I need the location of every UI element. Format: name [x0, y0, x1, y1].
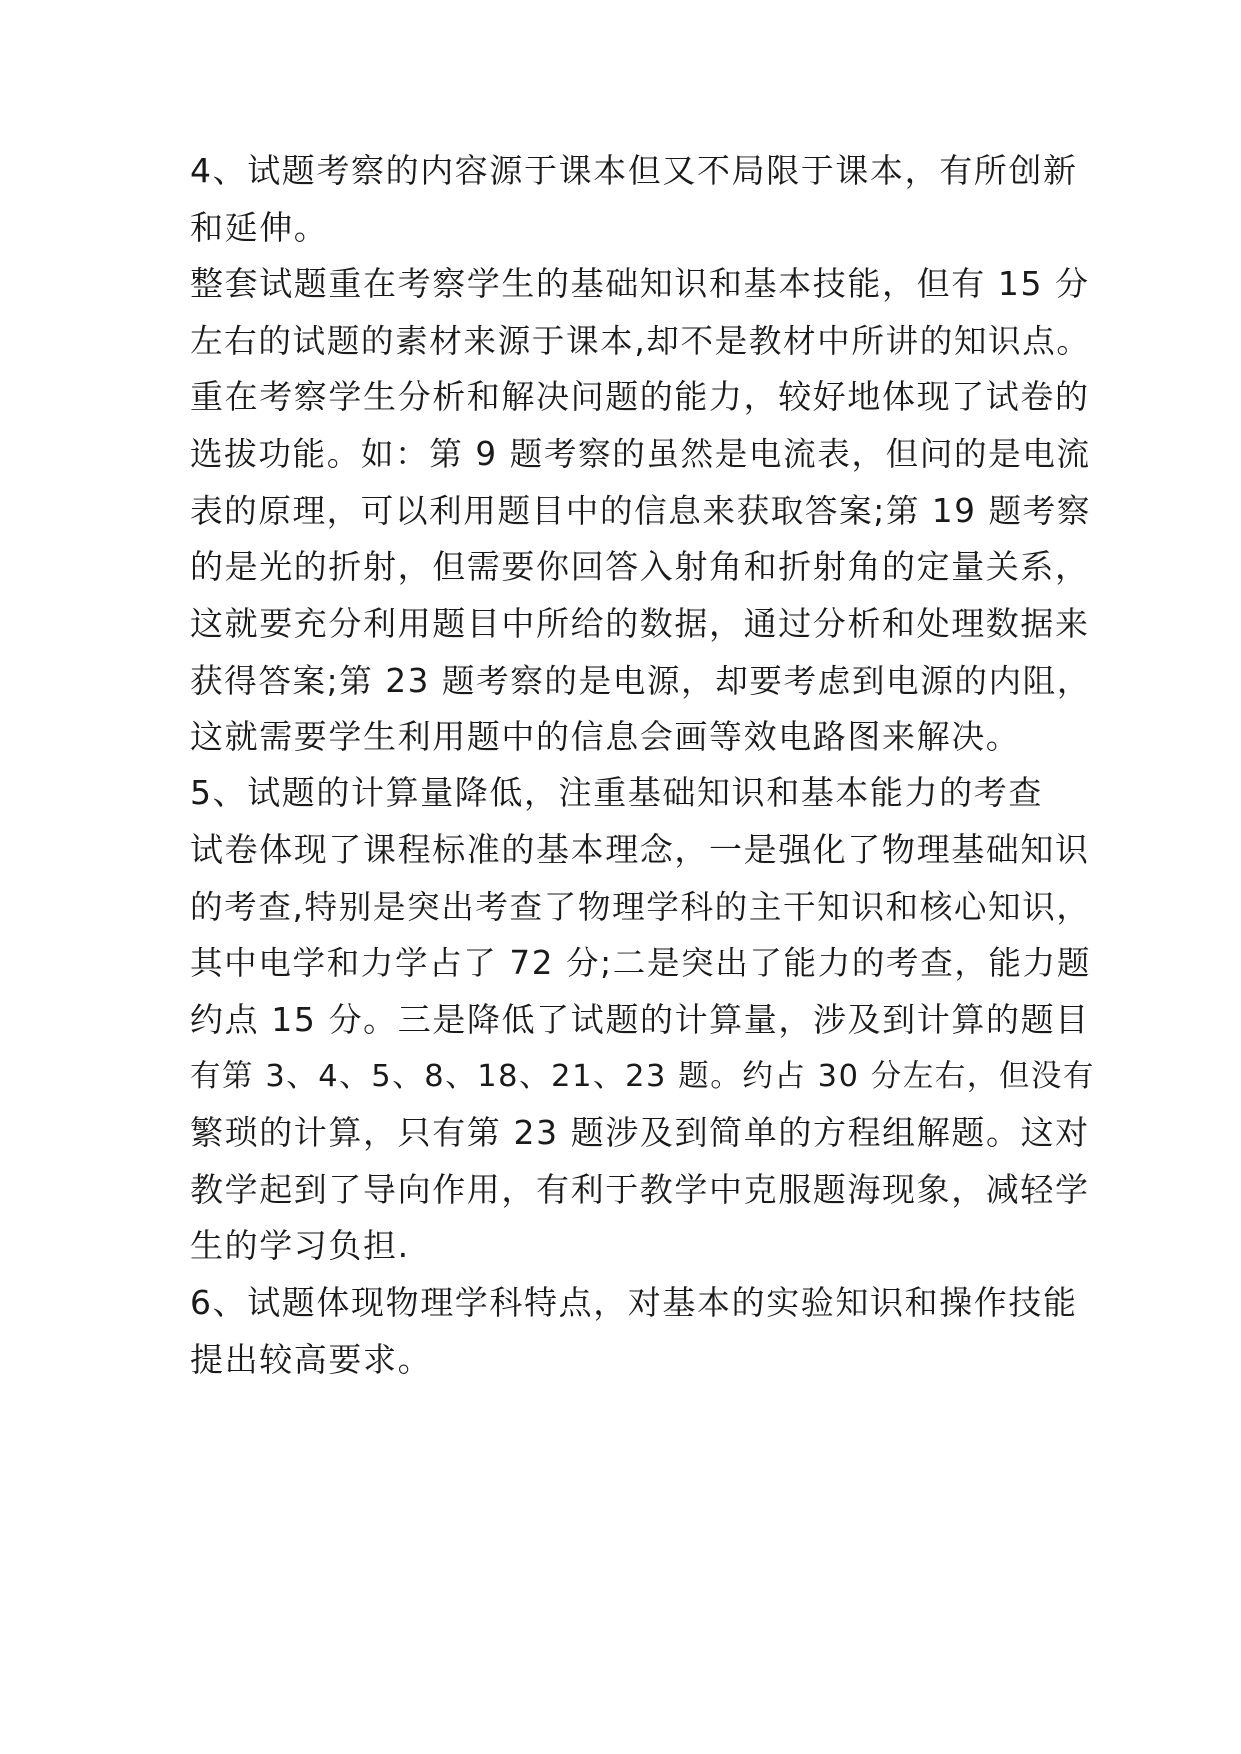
text-line: 的考查,特别是突出考查了物理学科的主干知识和核心知识，: [190, 888, 1091, 926]
text-line: 整套试题重在考察学生的基础知识和基本技能，但有 15 分: [190, 264, 1090, 303]
text-line: 和延伸。: [190, 208, 329, 247]
text-line: 获得答案;第 23 题考察的是电源，却要考虑到电源的内阻，: [190, 662, 1092, 700]
text-line: 这就要充分利用题目中所给的数据，通过分析和处理数据来: [190, 604, 1090, 643]
text-line: 其中电学和力学占了 72 分;二是突出了能力的考查，能力题: [190, 944, 1092, 982]
text-line: 约点 15 分。三是降低了试题的计算量，涉及到计算的题目: [190, 1000, 1090, 1039]
text-line: 的是光的折射，但需要你回答入射角和折射角的定量关系，: [190, 547, 1090, 586]
text-line: 生的学习负担.: [190, 1226, 410, 1265]
text-line: 繁琐的计算，只有第 23 题涉及到简单的方程组解题。这对: [190, 1113, 1090, 1152]
text-line: 这就需要学生利用题中的信息会画等效电路图来解决。: [190, 717, 1021, 756]
text-line: 表的原理，可以利用题目中的信息来获取答案;第 19 题考察: [190, 492, 1092, 530]
text-line: 教学起到了导向作用，有利于教学中克服题海现象，减轻学: [190, 1170, 1090, 1209]
text-line: 重在考察学生分析和解决问题的能力，较好地体现了试卷的: [190, 377, 1090, 416]
text-line: 6、试题体现物理学科特点，对基本的实验知识和操作技能: [190, 1283, 1078, 1322]
text-line: 5、试题的计算量降低，注重基础知识和基本能力的考查: [190, 773, 1043, 812]
text-line: 4、试题考察的内容源于课本但又不局限于课本，有所创新: [190, 151, 1078, 190]
text-line: 选拔功能。如：第 9 题考察的虽然是电流表，但问的是电流: [190, 435, 1091, 473]
text-line: 提出较高要求。: [190, 1340, 433, 1379]
text-line: 试卷体现了课程标准的基本理念，一是强化了物理基础知识: [190, 830, 1090, 869]
text-line: 左右的试题的素材来源于课本,却不是教材中所讲的知识点。: [190, 322, 1091, 360]
text-line: 有第 3、4、5、8、18、21、23 题。约占 30 分左右，但没有: [190, 1059, 1095, 1094]
